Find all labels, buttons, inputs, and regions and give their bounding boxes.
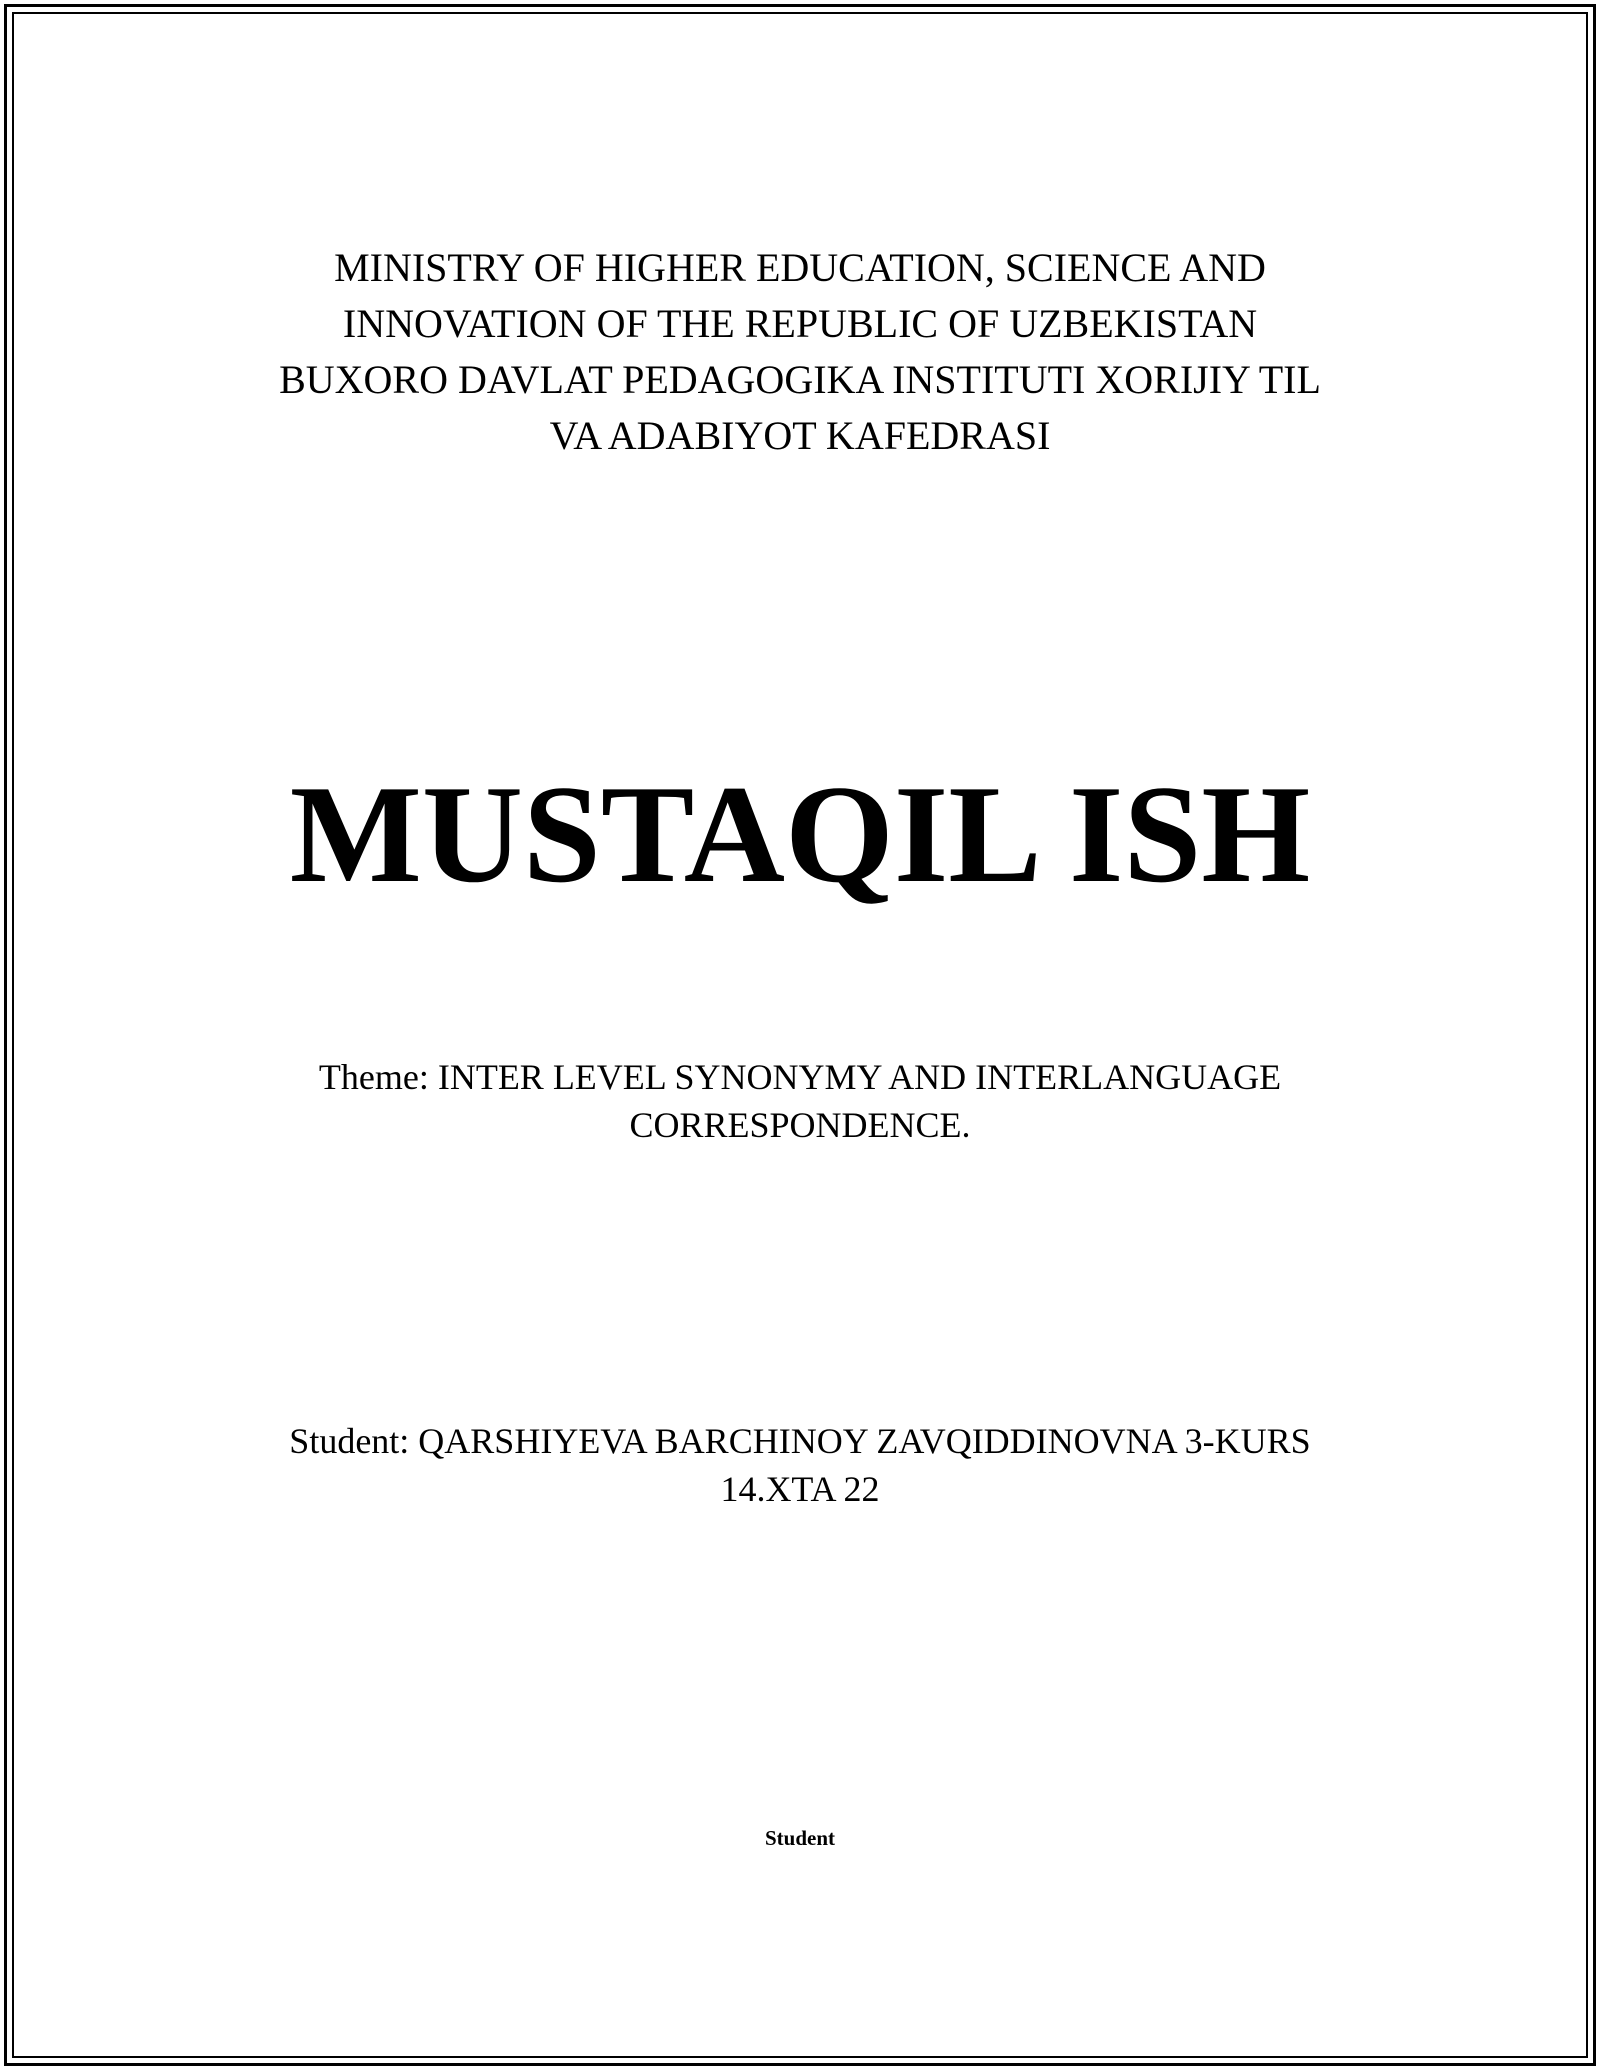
header-line: BUXORO DAVLAT PEDAGOGIKA INSTITUTI XORIJIY TIL xyxy=(279,357,1321,402)
institution-header xyxy=(0,240,1600,464)
student-section xyxy=(0,1417,1600,1513)
footer-student-label: Student xyxy=(764,1826,836,1850)
document-title: MUSTAQIL ISH xyxy=(289,757,1311,912)
theme-line: Theme: INTER LEVEL SYNONYMY AND INTERLANGUAGE xyxy=(318,1057,1282,1097)
header-line: MINISTRY OF HIGHER EDUCATION, SCIENCE AND xyxy=(334,245,1266,290)
student-line: 14.XTA 22 xyxy=(720,1469,880,1509)
theme-section xyxy=(0,1053,1600,1149)
header-line: INNOVATION OF THE REPUBLIC OF UZBEKISTAN xyxy=(342,301,1258,346)
header-line: VA ADABIYOT KAFEDRASI xyxy=(549,413,1051,458)
student-line: Student: QARSHIYEVA BARCHINOY ZAVQIDDINOVNA 3-KURS xyxy=(289,1421,1311,1461)
theme-line: CORRESPONDENCE. xyxy=(629,1105,971,1145)
